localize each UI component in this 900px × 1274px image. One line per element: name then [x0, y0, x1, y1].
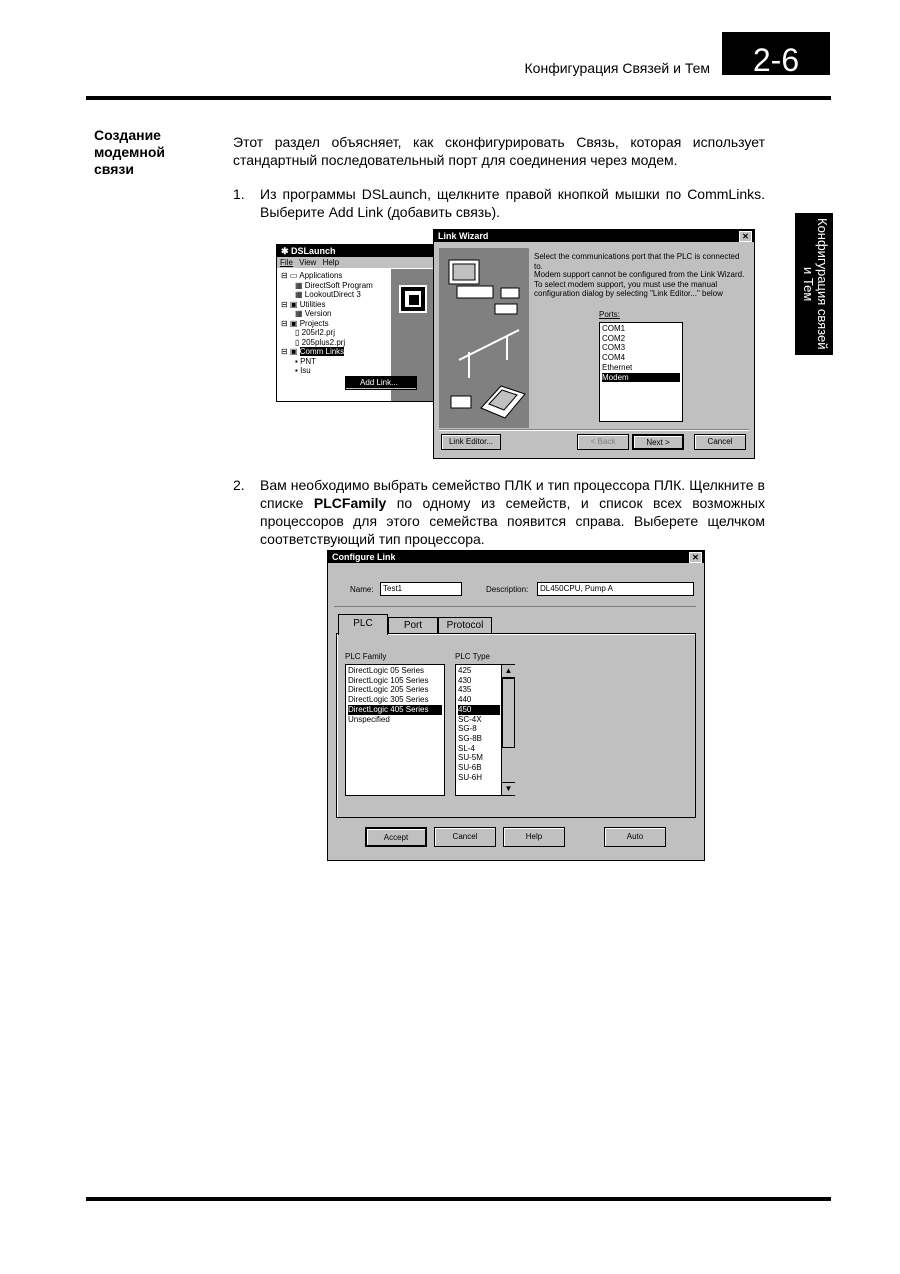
chapter-side-tab: [795, 213, 833, 355]
menu-file[interactable]: File: [280, 258, 293, 267]
plc-tab-panel: [336, 633, 696, 818]
step-text: Вам необходимо выбрать семейство ПЛК и тип процессора ПЛК. Щелкните в списке PLCFamily по одному из семейств, и список всех возможных процессоров для этого семейства появится справа. Выберете щелчком соответствующий тип процессора.: [260, 477, 765, 547]
type-item[interactable]: 425: [458, 666, 472, 675]
running-header-title: Конфигурация Связей и Тем: [524, 60, 710, 76]
menu-view[interactable]: View: [299, 258, 317, 267]
wizard-cancel-button[interactable]: Cancel: [694, 434, 746, 450]
port-item[interactable]: COM2: [602, 333, 626, 343]
dialog-separator: [334, 606, 696, 607]
type-item[interactable]: SG-8: [458, 724, 477, 734]
close-icon[interactable]: ✕: [739, 231, 752, 242]
step-number: 2.: [233, 477, 245, 493]
header-rule: [86, 96, 831, 100]
type-item[interactable]: SU-5M: [458, 753, 483, 763]
link-wizard-title: Link Wizard: [438, 231, 489, 241]
back-button[interactable]: < Back: [577, 434, 629, 450]
next-button[interactable]: Next >: [632, 434, 684, 450]
type-item[interactable]: SG-8B: [458, 733, 483, 743]
tree-item-project-2[interactable]: ▯ 205plus2.prj: [295, 337, 346, 347]
plc-type-scrollbar[interactable]: [501, 665, 515, 795]
type-item[interactable]: SC-4X: [458, 714, 482, 724]
link-wizard-dialog: [433, 229, 755, 459]
tree-item-project-1[interactable]: ▯ 205rl2.prj: [295, 328, 335, 337]
context-menu-add-link[interactable]: Add Link...: [346, 377, 416, 388]
description-label: Description:: [486, 585, 529, 594]
tree-item-isu[interactable]: ▪ Isu: [295, 366, 311, 375]
tree-item-applications[interactable]: ⊟ ▭ Applications: [281, 271, 343, 280]
port-item[interactable]: Ethernet: [602, 362, 633, 372]
family-item[interactable]: Unspecified: [348, 714, 390, 724]
scroll-thumb[interactable]: [502, 678, 515, 748]
type-item[interactable]: SL-4: [458, 743, 475, 753]
section-intro: Этот раздел объясняет, как сконфигурировать Связь, которая использует стандартный последовательный порт для соединения через модем.: [233, 134, 765, 168]
family-item[interactable]: DirectLogic 105 Series: [348, 675, 429, 685]
step-1: [233, 185, 765, 225]
dslaunch-titlebar: ✱ DSLaunch: [277, 245, 435, 257]
tab-port[interactable]: Port: [388, 617, 438, 634]
step-text: Из программы DSLaunch, щелкните правой кнопкой мышки по CommLinks. Выберите Add Link (добавить связь).: [260, 186, 765, 220]
dslaunch-app-icon: [399, 285, 427, 313]
port-item[interactable]: COM4: [602, 353, 626, 363]
port-item[interactable]: COM3: [602, 343, 626, 353]
family-item[interactable]: DirectLogic 305 Series: [348, 695, 429, 705]
scroll-down-arrow-icon[interactable]: ▼: [502, 782, 515, 795]
tree-item-version[interactable]: ▦ Version: [295, 309, 332, 318]
name-label: Name:: [350, 585, 374, 594]
menu-help[interactable]: Help: [322, 258, 340, 267]
type-item[interactable]: SU-6B: [458, 763, 482, 773]
context-menu: [345, 376, 417, 390]
dslaunch-window: [276, 244, 436, 402]
accept-button[interactable]: Accept: [365, 827, 427, 847]
type-item[interactable]: SU-6H: [458, 772, 483, 782]
footer-rule: [86, 1197, 831, 1201]
wizard-illustration: [439, 248, 529, 428]
link-wizard-titlebar: [434, 230, 754, 242]
wizard-instruction: Select the communications port that the PLC is connected to.: [534, 252, 740, 271]
wizard-note: Modem support cannot be configured from the Link Wizard. To select modem support, you must use the manual configuration dialog by selecting "Link Editor..." below: [534, 270, 745, 298]
type-item[interactable]: 430: [458, 675, 472, 685]
tab-plc[interactable]: PLC: [338, 614, 388, 635]
port-item[interactable]: COM1: [602, 324, 626, 333]
tree-item-utilities[interactable]: ⊟ ▣ Utilities: [281, 299, 326, 309]
plc-type-label: PLC Type: [455, 652, 490, 661]
tree-item-projects[interactable]: ⊟ ▣ Projects: [281, 318, 329, 328]
family-item-selected[interactable]: DirectLogic 405 Series: [348, 705, 442, 715]
tree-item-pnt[interactable]: ▪ PNT: [295, 356, 317, 366]
ports-list[interactable]: [599, 322, 683, 422]
page-number-badge: 2-6: [722, 32, 830, 75]
auto-button[interactable]: Auto: [604, 827, 666, 847]
tree-item-comm-links[interactable]: ⊟ ▣ Comm Links: [281, 347, 345, 356]
tab-protocol[interactable]: Protocol: [438, 617, 492, 634]
dslaunch-menubar: [277, 257, 435, 268]
wizard-separator: [439, 429, 749, 431]
ports-label: Ports:: [599, 310, 620, 319]
type-item-selected[interactable]: 450: [458, 705, 500, 715]
help-button[interactable]: Help: [503, 827, 565, 847]
configure-link-title: Configure Link: [332, 552, 396, 562]
link-editor-button[interactable]: Link Editor...: [441, 434, 501, 450]
name-field[interactable]: Test1: [380, 582, 462, 596]
step-number: 1.: [233, 186, 245, 202]
cancel-button[interactable]: Cancel: [434, 827, 496, 847]
family-item[interactable]: DirectLogic 205 Series: [348, 685, 429, 695]
configure-link-dialog: [327, 550, 705, 861]
type-item[interactable]: 440: [458, 695, 472, 705]
tree-item-lookoutdirect[interactable]: ▦ LookoutDirect 3: [295, 290, 361, 299]
port-item-selected[interactable]: Modem: [602, 373, 680, 383]
dslaunch-tree: [281, 271, 391, 376]
section-heading: Создание модемной связи: [94, 127, 165, 177]
family-item[interactable]: DirectLogic 05 Series: [348, 666, 425, 675]
close-icon[interactable]: ✕: [689, 552, 702, 563]
configure-link-titlebar: [328, 551, 704, 563]
scroll-up-arrow-icon[interactable]: ▲: [502, 665, 515, 678]
type-item[interactable]: 435: [458, 685, 472, 695]
plc-family-label: PLC Family: [345, 652, 387, 661]
dslaunch-title: DSLaunch: [291, 246, 336, 256]
plc-family-list[interactable]: [345, 664, 445, 796]
step-2: [233, 476, 765, 548]
chapter-side-tab-label: Конфигурация связей и Тем: [801, 218, 830, 350]
description-field[interactable]: DL450CPU, Pump A: [537, 582, 694, 596]
plcfamily-term: PLCFamily: [313, 495, 387, 511]
tree-item-directsoft[interactable]: ▦ DirectSoft Program: [295, 280, 373, 290]
